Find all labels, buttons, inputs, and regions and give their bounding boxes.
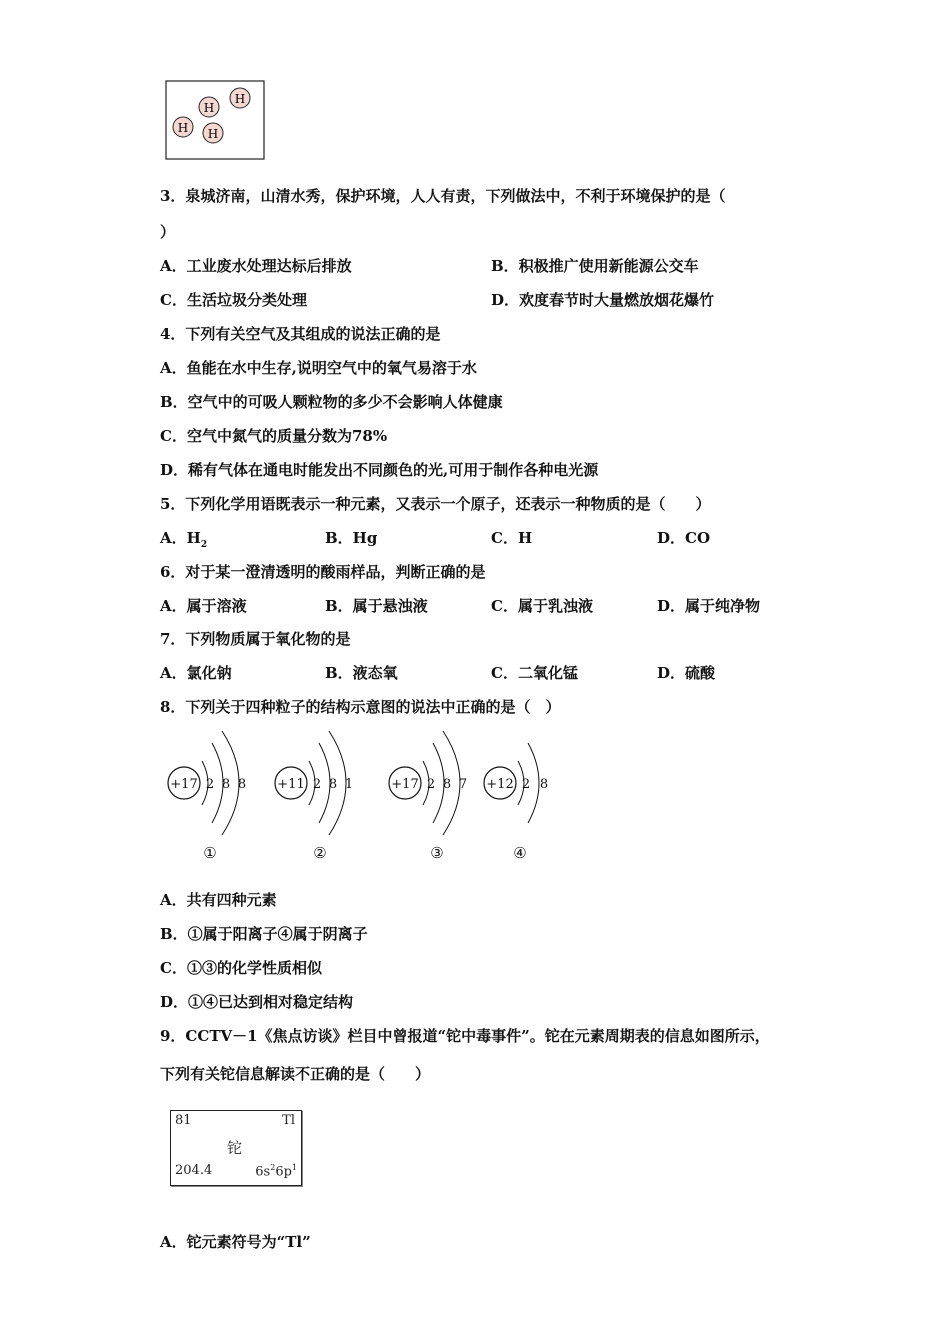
q4-option-b: B．空气中的可吸人颗粒物的多少不会影响人体健康 xyxy=(160,393,503,411)
particle-label: ② xyxy=(313,844,327,862)
q4-option-c: C．空气中氮气的质量分数为78% xyxy=(160,427,388,445)
electron-count: 1 xyxy=(344,777,354,792)
q3-stem-end: ） xyxy=(160,223,176,241)
electron-count: 2 xyxy=(521,777,531,792)
particle-label: ④ xyxy=(513,844,527,862)
q6-option-a: A．属于溶液 xyxy=(160,597,247,615)
electron-count: 2 xyxy=(205,777,215,792)
electron-count: 2 xyxy=(312,777,322,792)
q6-stem: 6．对于某一澄清透明的酸雨样品，判断正确的是 xyxy=(160,563,486,581)
electron-count: 8 xyxy=(442,777,452,792)
q9-stem-line2: 下列有关铊信息解读不正确的是（ ） xyxy=(160,1065,431,1083)
q3-option-a: A．工业废水处理达标后排放 xyxy=(160,257,352,275)
electron-count: 8 xyxy=(539,777,549,792)
q6-option-b: B．属于悬浊液 xyxy=(325,597,428,615)
atomic-mass: 204.4 xyxy=(175,1163,213,1178)
electron-count: 7 xyxy=(458,777,468,792)
q7-option-b: B．液态氧 xyxy=(325,664,398,682)
electron-count: 8 xyxy=(221,777,231,792)
q8-stem: 8．下列关于四种粒子的结构示意图的说法中正确的是（ ） xyxy=(160,698,561,716)
q8-option-a: A．共有四种元素 xyxy=(160,891,277,909)
electron-count: 2 xyxy=(426,777,436,792)
q8-option-b: B．①属于阳离子④属于阴离子 xyxy=(160,925,368,943)
electron-configuration: $6s^26p^1$ xyxy=(255,1163,297,1180)
q8-option-c: C．①③的化学性质相似 xyxy=(160,959,322,977)
q7-option-c: C．二氧化锰 xyxy=(491,664,578,682)
hydrogen-molecule-figure xyxy=(165,80,267,162)
h-atom xyxy=(203,123,223,143)
svg-text:H: H xyxy=(203,101,215,115)
particle-3 xyxy=(389,731,467,862)
q8-option-d: D．①④已达到相对稳定结构 xyxy=(160,993,354,1011)
h-atom xyxy=(230,88,250,108)
nucleus-charge: +17 xyxy=(391,777,419,792)
q5-option-a: A．$H_2$ xyxy=(160,529,208,550)
q3-option-c: C．生活垃圾分类处理 xyxy=(160,291,307,309)
h-atom xyxy=(199,97,219,117)
q9-option-a: A．铊元素符号为“Tl” xyxy=(160,1233,311,1251)
particle-label: ① xyxy=(203,844,217,862)
q3-stem: 3．泉城济南，山清水秀，保护环境，人人有责，下列做法中，不利于环境保护的是（ xyxy=(160,187,726,205)
element-name: 铊 xyxy=(227,1139,243,1157)
nucleus-charge: +12 xyxy=(486,777,514,792)
q7-stem: 7．下列物质属于氧化物的是 xyxy=(160,630,351,648)
q5-option-d: D．CO xyxy=(657,529,711,547)
h-atom xyxy=(173,117,193,137)
q7-option-a: A．氯化钠 xyxy=(160,664,232,682)
q4-option-a: A．鱼能在水中生存,说明空气中的氧气易溶于水 xyxy=(160,359,477,377)
q5-stem: 5．下列化学用语既表示一种元素，又表示一个原子，还表示一种物质的是（ ） xyxy=(160,495,711,513)
particle-2 xyxy=(275,731,353,862)
q7-option-d: D．硫酸 xyxy=(657,664,716,682)
q6-option-d: D．属于纯净物 xyxy=(657,597,761,615)
q9-stem-line1: 9．CCTV－1《焦点访谈》栏目中曾报道“铊中毒事件”。铊在元素周期表的信息如图所示， xyxy=(160,1027,770,1045)
q4-option-d: D．稀有气体在通电时能发出不同颜色的光,可用于制作各种电光源 xyxy=(160,461,599,479)
nucleus-charge: +11 xyxy=(277,777,305,792)
svg-text:H: H xyxy=(207,127,219,141)
q5-option-c: C．H xyxy=(491,529,533,547)
svg-text:H: H xyxy=(234,92,246,106)
q5-option-b: B．Hg xyxy=(325,529,378,547)
electron-count: 8 xyxy=(237,777,247,792)
particle-structure-diagram xyxy=(160,725,560,870)
element-symbol: Tl xyxy=(282,1113,295,1128)
element-tile-thallium xyxy=(170,1110,302,1186)
q3-option-d: D．欢度春节时大量燃放烟花爆竹 xyxy=(491,291,715,309)
atomic-number: 81 xyxy=(175,1113,192,1128)
particle-label: ③ xyxy=(430,844,444,862)
particle-1 xyxy=(168,731,246,862)
svg-text:H: H xyxy=(177,121,189,135)
q4-stem: 4．下列有关空气及其组成的说法正确的是 xyxy=(160,325,441,343)
q3-option-b: B．积极推广使用新能源公交车 xyxy=(491,257,699,275)
q6-option-c: C．属于乳浊液 xyxy=(491,597,593,615)
particle-4 xyxy=(484,743,548,862)
nucleus-charge: +17 xyxy=(170,777,198,792)
electron-count: 8 xyxy=(328,777,338,792)
